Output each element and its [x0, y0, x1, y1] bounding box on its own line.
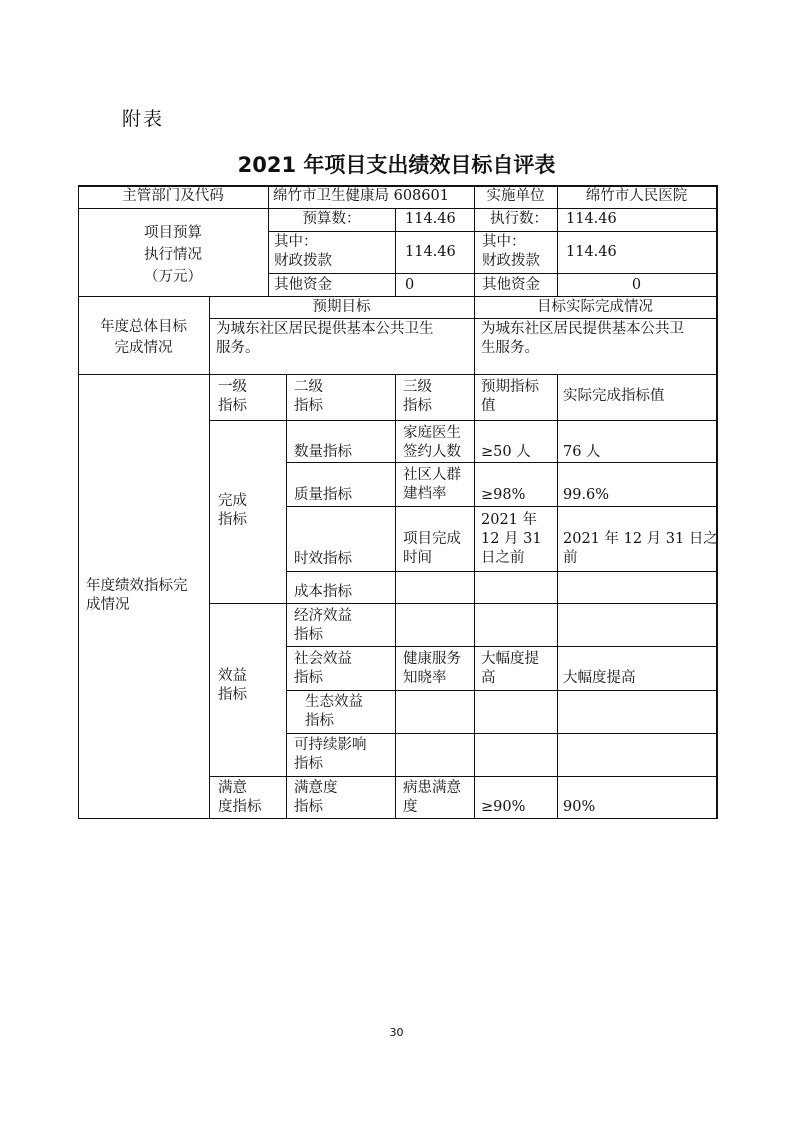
budget-section-label-line: （万元） — [144, 269, 202, 285]
table-rule — [209, 296, 210, 819]
exec-label: 执行数： — [490, 211, 548, 227]
budget-value: 114.46 — [405, 211, 456, 227]
col-header-level3-line: 指标 — [403, 398, 432, 414]
fiscal-exec-label-line: 其中： — [482, 234, 526, 250]
level2-indicator — [294, 583, 352, 602]
level2-indicator — [294, 443, 352, 462]
overall-section-label — [78, 317, 209, 359]
actual-value-line: 99.6% — [563, 487, 610, 503]
col-header-expected — [481, 378, 539, 416]
level2-indicator-line: 质量指标 — [294, 487, 352, 503]
performance-section-label-line: 成情况 — [86, 597, 130, 613]
fiscal-label-line: 财政拨款 — [274, 253, 332, 269]
level3-indicator — [403, 530, 461, 568]
overall-section-label-line: 完成情况 — [114, 340, 173, 356]
level2-indicator-line: 指标 — [294, 799, 323, 815]
table-rule — [716, 185, 718, 819]
table-rule — [268, 185, 269, 297]
actual-goal-header: 目标实际完成情况 — [537, 299, 653, 315]
level3-indicator-line: 社区人群 — [403, 467, 461, 483]
table-rule — [474, 374, 475, 819]
actual-value — [563, 669, 636, 688]
performance-section-label-line: 年度绩效指标完 — [86, 578, 188, 594]
level3-indicator-line: 建档率 — [403, 486, 447, 502]
table-rule — [209, 318, 717, 319]
level2-indicator — [294, 736, 367, 774]
level3-indicator-line: 项目完成 — [403, 531, 461, 547]
level2-indicator-line: 生态效益 — [305, 694, 363, 710]
level2-indicator — [305, 693, 363, 731]
table-rule — [286, 733, 717, 734]
annex-label: 附表 — [122, 108, 165, 130]
level2-indicator-line: 指标 — [294, 756, 323, 772]
dept-label: 主管部门及代码 — [122, 188, 224, 204]
expected-value-line: 2021 年 — [481, 512, 538, 528]
level2-indicator-line: 经济效益 — [294, 608, 352, 624]
col-header-expected-line: 预期指标 — [481, 379, 539, 395]
table-rule — [268, 231, 717, 232]
level3-indicator — [403, 424, 461, 462]
table-rule — [286, 571, 717, 572]
fiscal-exec-label-line: 财政拨款 — [482, 253, 540, 269]
level2-indicator-line: 可持续影响 — [294, 737, 367, 753]
fiscal-budget-value: 114.46 — [405, 244, 456, 260]
level2-indicator — [294, 550, 352, 569]
col-header-level3-line: 三级 — [403, 379, 432, 395]
budget-section-label-line: 执行情况 — [144, 247, 202, 263]
other-exec-label: 其他资金 — [482, 277, 540, 293]
expected-value-line: ≥50 人 — [481, 444, 531, 460]
other-exec-value: 0 — [631, 277, 642, 293]
level2-indicator — [294, 486, 352, 505]
table-rule — [557, 374, 558, 819]
level2-indicator-line: 时效指标 — [294, 551, 352, 567]
level2-indicator — [294, 607, 352, 645]
table-rule — [395, 374, 396, 819]
col-header-level3 — [403, 378, 432, 416]
table-rule — [268, 273, 717, 274]
exec-value: 114.46 — [566, 211, 617, 227]
page-number: 30 — [389, 1026, 404, 1039]
budget-section-label — [78, 222, 268, 288]
performance-section-label — [86, 577, 188, 615]
actual-value-line: 2021 年 12 月 31 日之 — [563, 531, 718, 547]
col-header-level1-line: 指标 — [218, 398, 247, 414]
dept-value: 绵竹市卫生健康局 608601 — [273, 188, 449, 204]
expected-value — [481, 650, 539, 688]
page-title: 2021 年项目支出绩效目标自评表 — [237, 153, 556, 177]
overall-section-label-line: 年度总体目标 — [100, 319, 187, 335]
level2-indicator-line: 数量指标 — [294, 444, 352, 460]
col-header-level2-line: 指标 — [294, 398, 323, 414]
expected-value-line: 日之前 — [481, 550, 525, 566]
table-rule — [209, 603, 717, 604]
fiscal-label-line: 其中： — [274, 234, 318, 250]
fiscal-exec-value: 114.46 — [566, 244, 617, 260]
table-rule — [78, 374, 717, 375]
actual-goal-text-line: 为城东社区居民提供基本公共卫 — [481, 321, 684, 337]
actual-value — [563, 798, 595, 817]
col-header-level2 — [294, 378, 323, 416]
level3-indicator — [403, 779, 461, 817]
level1-indicator-line: 完成 — [218, 493, 247, 509]
expected-value-line: 12 月 31 — [481, 531, 542, 547]
level3-indicator — [403, 650, 461, 688]
table-rule — [286, 374, 287, 819]
actual-value — [563, 530, 718, 568]
level1-indicator — [218, 667, 247, 705]
fiscal-exec-label — [482, 233, 540, 271]
impl-label: 实施单位 — [486, 188, 545, 204]
col-header-actual: 实际完成指标值 — [563, 388, 665, 404]
actual-value-line: 90% — [563, 799, 596, 815]
level2-indicator-line: 满意度 — [294, 780, 338, 796]
level1-indicator-line: 指标 — [218, 512, 247, 528]
col-header-level1 — [218, 378, 247, 416]
expected-value — [481, 486, 525, 505]
level1-indicator-line: 指标 — [218, 687, 247, 703]
expected-value-line: 高 — [481, 670, 496, 686]
other-budget-value: 0 — [405, 277, 415, 293]
expected-goal-text-line: 为城东社区居民提供基本公共卫生 — [216, 321, 434, 337]
budget-section-label-line: 项目预算 — [144, 225, 202, 241]
level1-indicator — [218, 779, 262, 817]
fiscal-label — [274, 233, 332, 271]
level2-indicator-line: 指标 — [305, 713, 334, 729]
level2-indicator-line: 指标 — [294, 670, 323, 686]
actual-goal-text — [481, 320, 684, 358]
level2-indicator — [294, 650, 352, 688]
expected-goal-text — [216, 320, 434, 358]
table-rule — [286, 506, 717, 507]
impl-value: 绵竹市人民医院 — [585, 188, 688, 204]
level3-indicator — [403, 466, 461, 504]
level3-indicator-line: 时间 — [403, 550, 432, 566]
budget-label: 预算数： — [302, 211, 361, 227]
table-rule — [209, 776, 717, 777]
actual-goal-text-line: 生服务。 — [481, 340, 539, 356]
other-label: 其他资金 — [274, 277, 332, 293]
expected-value — [481, 443, 531, 462]
expected-goal-text-line: 服务。 — [216, 340, 260, 356]
col-header-level2-line: 二级 — [294, 379, 323, 395]
actual-value — [563, 486, 609, 505]
table-rule — [78, 818, 717, 819]
level2-indicator-line: 社会效益 — [294, 651, 352, 667]
actual-value-line: 76 人 — [563, 444, 601, 460]
expected-value-line: ≥90% — [481, 799, 526, 815]
expected-value — [481, 511, 542, 568]
table-rule — [286, 462, 717, 463]
level3-indicator-line: 家庭医生 — [403, 425, 461, 441]
level3-indicator-line: 知晓率 — [403, 670, 447, 686]
level3-indicator-line: 病患满意 — [403, 780, 461, 796]
level2-indicator — [294, 779, 338, 817]
actual-value-line: 大幅度提高 — [563, 670, 636, 686]
level3-indicator-line: 度 — [403, 799, 418, 815]
table-rule — [78, 296, 717, 297]
table-rule — [78, 208, 717, 209]
col-header-level1-line: 一级 — [218, 379, 247, 395]
actual-value — [563, 443, 601, 462]
level1-indicator-line: 满意 — [218, 780, 247, 796]
level3-indicator-line: 健康服务 — [403, 651, 461, 667]
col-header-expected-line: 值 — [481, 398, 496, 414]
table-rule — [286, 690, 717, 691]
level1-indicator-line: 效益 — [218, 668, 247, 684]
level2-indicator-line: 成本指标 — [294, 584, 352, 600]
table-rule — [395, 208, 396, 297]
expected-value-line: ≥98% — [481, 487, 526, 503]
actual-value-line: 前 — [563, 550, 578, 566]
level2-indicator-line: 指标 — [294, 627, 323, 643]
table-rule — [209, 420, 717, 421]
level1-indicator — [218, 492, 247, 530]
expected-value-line: 大幅度提 — [481, 651, 539, 667]
level3-indicator-line: 签约人数 — [403, 444, 461, 460]
expected-goal-header: 预期目标 — [312, 299, 371, 315]
level1-indicator-line: 度指标 — [218, 799, 262, 815]
table-rule — [286, 646, 717, 647]
expected-value — [481, 798, 525, 817]
